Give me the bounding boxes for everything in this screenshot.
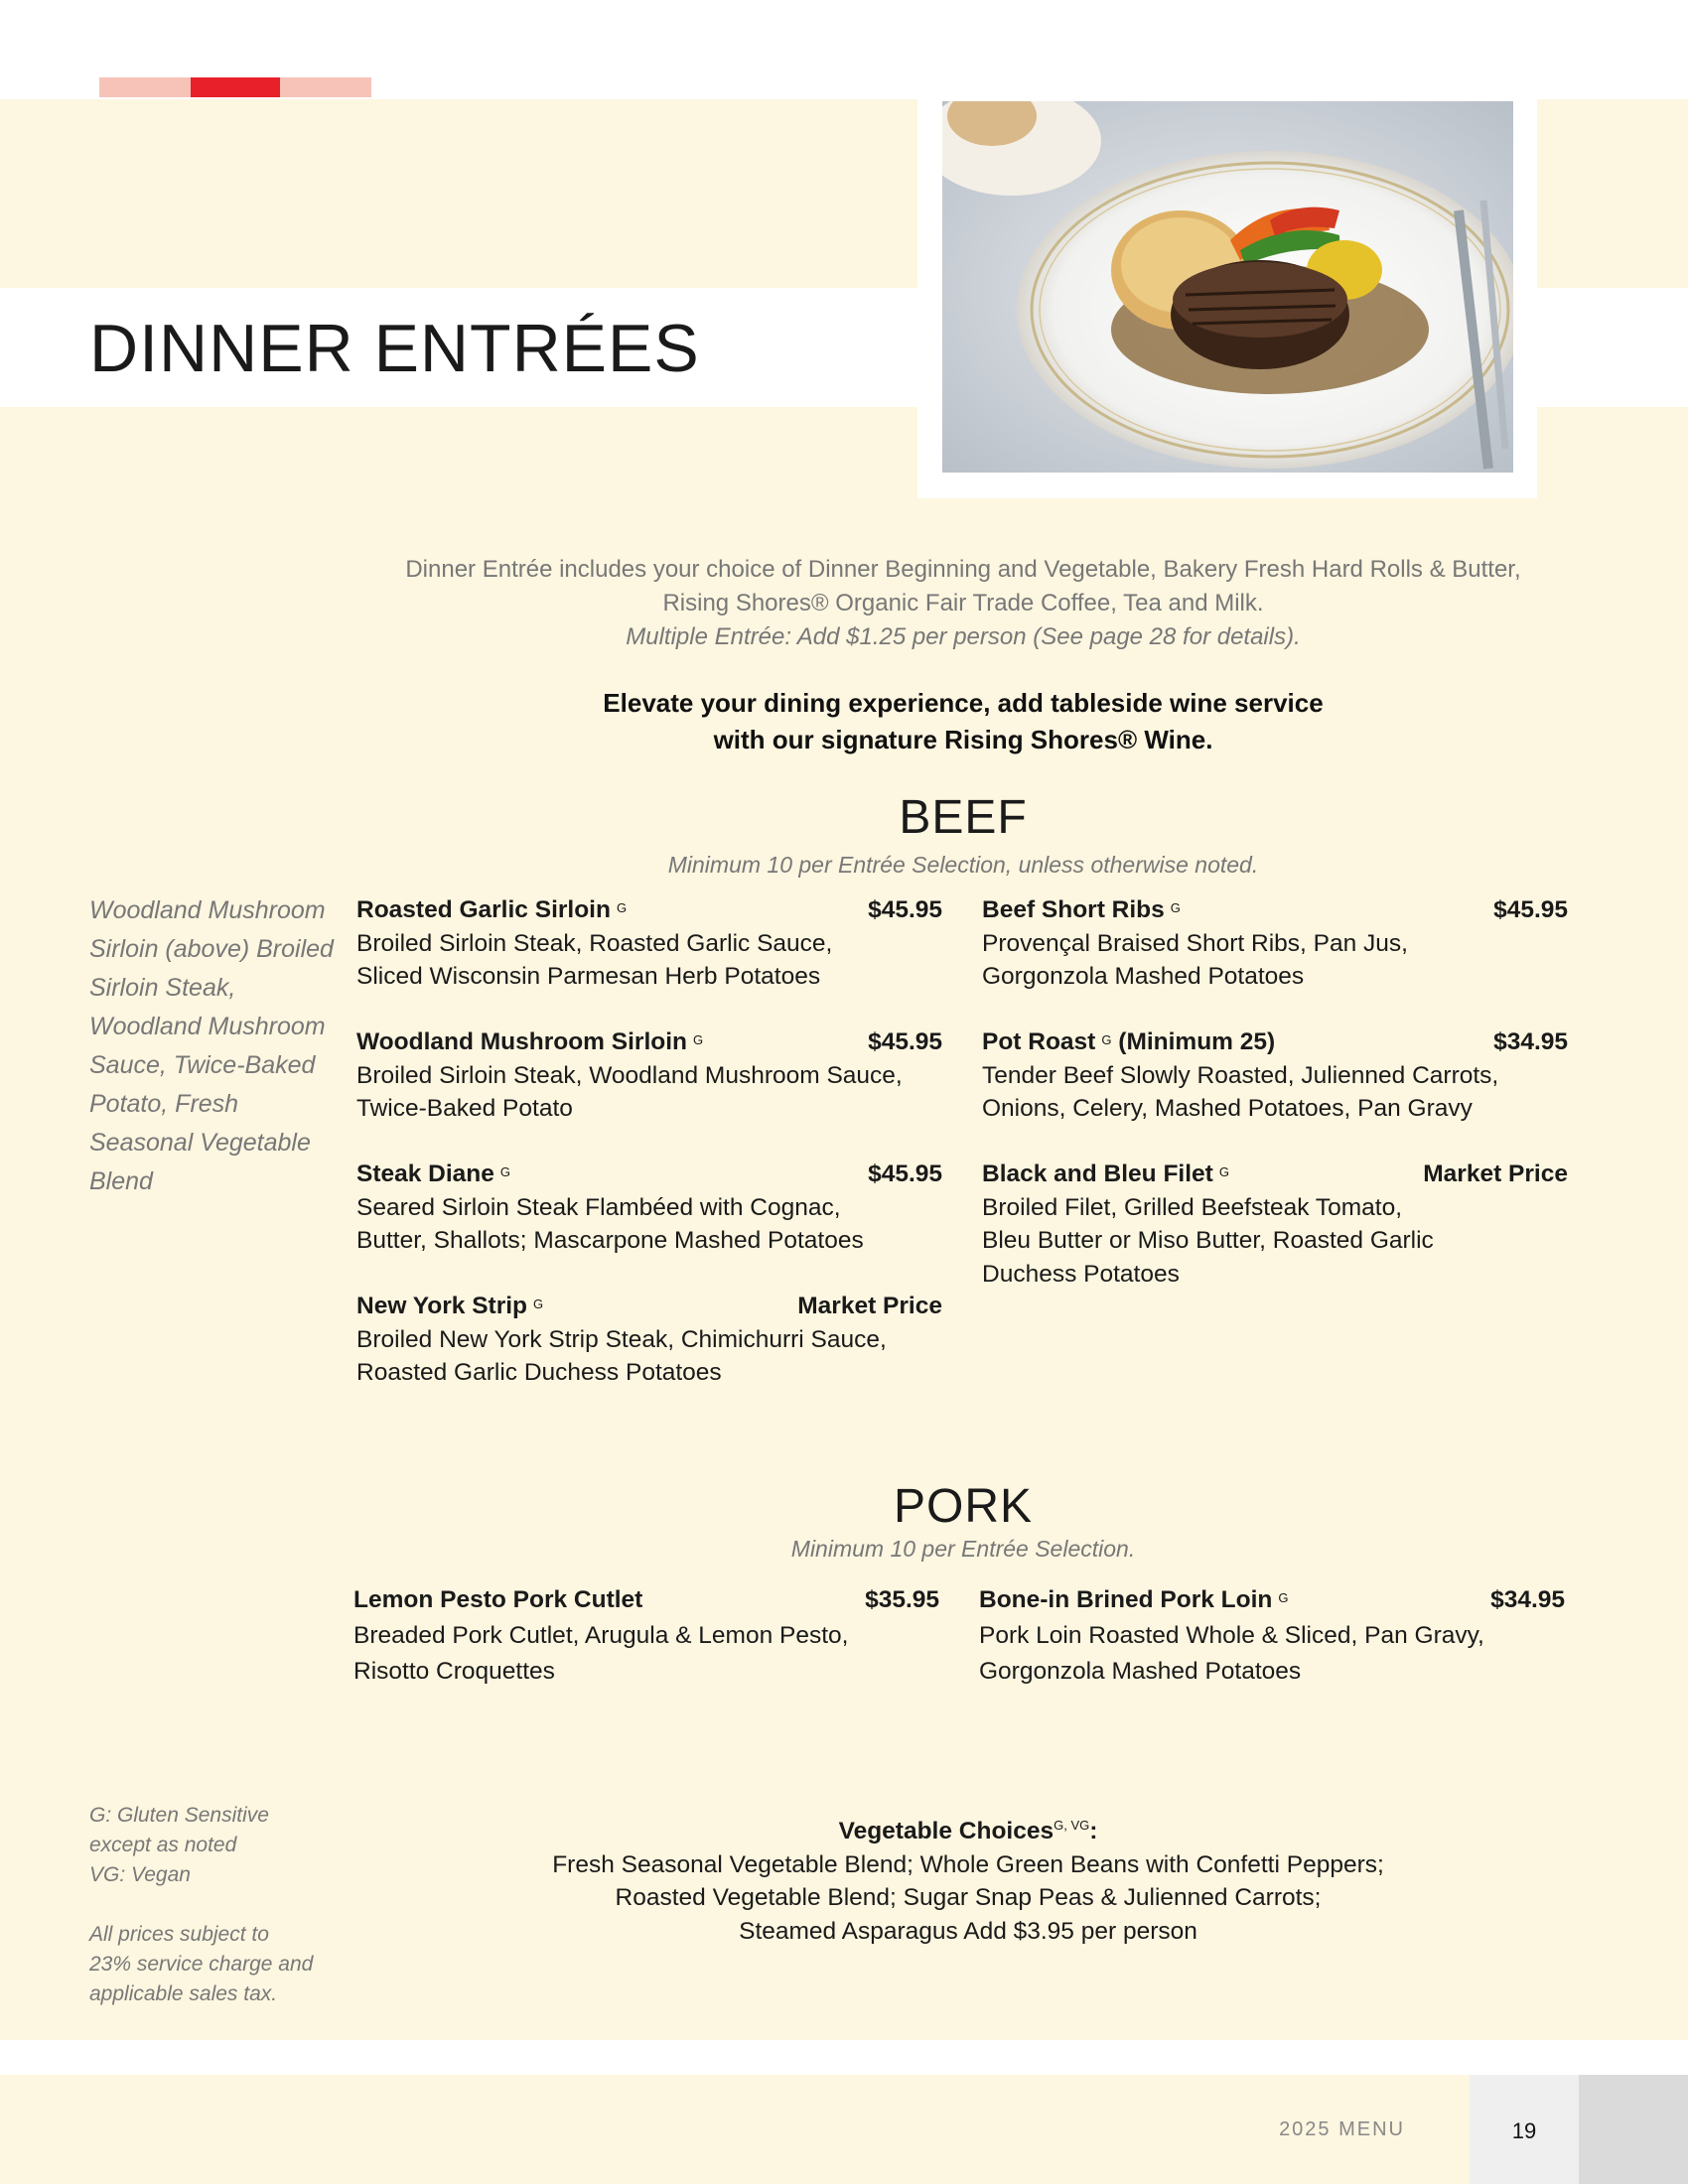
vegetable-tags: G, VG (1054, 1818, 1090, 1833)
pricing-note-line-1: All prices subject to (89, 1923, 269, 1946)
item-price: $35.95 (865, 1586, 939, 1613)
item-desc-line: Twice-Baked Potato (356, 1095, 573, 1122)
item-price: $45.95 (1493, 896, 1568, 923)
item-tag: G (499, 1164, 511, 1179)
vegetable-line-1: Fresh Seasonal Vegetable Blend; Whole Green Beans with Confetti Peppers; (552, 1850, 1384, 1878)
item-desc-line: Butter, Shallots; Mascarpone Mashed Potatoes (356, 1227, 864, 1254)
item-name: New York Strip (356, 1293, 528, 1319)
vegetable-heading: Vegetable Choices (838, 1818, 1055, 1845)
menu-item-steak-diane (356, 1158, 942, 1258)
beef-section-note: Minimum 10 per Entrée Selection, unless otherwise noted. (667, 852, 1259, 878)
page-corner-box (1579, 2075, 1688, 2184)
item-tag: G (1218, 1164, 1229, 1179)
vegetable-line-2: Roasted Vegetable Blend; Sugar Snap Peas & Julienned Carrots; (615, 1884, 1322, 1912)
intro-text (357, 553, 1569, 654)
item-price: $34.95 (1490, 1586, 1565, 1613)
page-number: 19 (1511, 2118, 1537, 2143)
menu-item-pot-roast (982, 1025, 1568, 1126)
menu-item-lemon-pesto-pork-cutlet (353, 1582, 939, 1690)
item-price: $34.95 (1493, 1028, 1568, 1055)
item-tag: G (1101, 1032, 1112, 1047)
intro-line-1: Dinner Entrée includes your choice of Dinner Beginning and Vegetable, Bakery Fresh Hard Rolls & Butter, (405, 556, 1521, 583)
item-name: Bone-in Brined Pork Loin (979, 1586, 1273, 1613)
accent-bar-middle (191, 77, 280, 97)
wine-promo (357, 685, 1569, 758)
vegetable-colon: : (1089, 1818, 1098, 1845)
pricing-note (89, 1920, 367, 2009)
menu-item-roasted-garlic-sirloin (356, 893, 942, 994)
item-name: Pot Roast (982, 1028, 1096, 1055)
item-name: Woodland Mushroom Sirloin (356, 1028, 687, 1055)
menu-item-new-york-strip (356, 1290, 942, 1390)
item-price: $45.95 (868, 896, 942, 923)
item-price: Market Price (797, 1293, 942, 1319)
intro-multiple-entree: Multiple Entrée: Add $1.25 per person (See page 28 for details). (626, 623, 1301, 650)
item-tag: G (693, 1032, 704, 1047)
item-desc-line: Risotto Croquettes (353, 1658, 555, 1685)
menu-item-bone-in-brined-pork-loin (979, 1582, 1565, 1690)
intro-line-2: Rising Shores® Organic Fair Trade Coffee, Tea and Milk. (662, 590, 1264, 616)
item-price: $45.95 (868, 1028, 942, 1055)
page-title: DINNER ENTRÉES (89, 311, 700, 386)
legend-gluten: G: Gluten Sensitive (89, 1804, 269, 1827)
vegetable-choices (496, 1809, 1440, 1948)
item-desc-line: Gorgonzola Mashed Potatoes (979, 1658, 1302, 1685)
accent-bar-left (99, 77, 191, 97)
legend-gluten-note: except as noted (89, 1834, 237, 1856)
item-desc-line: Broiled New York Strip Steak, Chimichurri Sauce, (356, 1325, 887, 1353)
pork-section-title: PORK (893, 1480, 1034, 1533)
pricing-note-line-3: applicable sales tax. (89, 1982, 278, 2005)
item-desc-line: Gorgonzola Mashed Potatoes (982, 963, 1305, 990)
item-name: Roasted Garlic Sirloin (356, 896, 611, 923)
dietary-legend (89, 1801, 367, 1890)
item-desc-line: Provençal Braised Short Ribs, Pan Jus, (982, 929, 1408, 957)
pricing-note-line-2: 23% service charge and (89, 1953, 314, 1976)
photo-caption: Woodland Mushroom Sirloin (above) Broiled Sirloin Steak, Woodland Mushroom Sauce, Twice-Baked Potato, Fresh Seasonal Vegetable Blend (89, 896, 334, 1195)
item-desc-line: Pork Loin Roasted Whole & Sliced, Pan Gravy, (979, 1622, 1484, 1649)
item-desc-line: Sliced Wisconsin Parmesan Herb Potatoes (356, 963, 821, 990)
item-name-suffix: (Minimum 25) (1118, 1028, 1276, 1055)
pork-section-note: Minimum 10 per Entrée Selection. (790, 1536, 1136, 1562)
item-desc-line: Bleu Butter or Miso Butter, Roasted Garlic (982, 1227, 1434, 1254)
item-desc-line: Roasted Garlic Duchess Potatoes (356, 1359, 722, 1386)
wine-promo-line-1: Elevate your dining experience, add tableside wine service (603, 688, 1324, 718)
item-price: Market Price (1423, 1160, 1568, 1187)
item-name: Lemon Pesto Pork Cutlet (353, 1586, 643, 1613)
item-price: $45.95 (868, 1160, 942, 1187)
menu-item-black-and-bleu-filet (982, 1158, 1568, 1291)
accent-bar-right (280, 77, 371, 97)
steak-dinner-plate-photo (942, 101, 1513, 473)
item-tag: G (1170, 900, 1181, 915)
footer-cream-band (0, 2075, 1688, 2184)
item-desc-line: Broiled Sirloin Steak, Roasted Garlic Sauce, (356, 929, 833, 957)
item-name: Black and Bleu Filet (982, 1160, 1213, 1187)
menu-item-beef-short-ribs (982, 893, 1568, 994)
item-desc-line: Onions, Celery, Mashed Potatoes, Pan Gravy (982, 1095, 1473, 1122)
item-desc-line: Breaded Pork Cutlet, Arugula & Lemon Pesto, (353, 1622, 849, 1649)
item-tag: G (533, 1297, 544, 1311)
wine-promo-line-2: with our signature Rising Shores® Wine. (713, 725, 1213, 754)
footer-menu-label: 2025 MENU (1279, 2118, 1405, 2140)
item-name: Steak Diane (356, 1160, 494, 1187)
item-name: Beef Short Ribs (982, 896, 1165, 923)
menu-item-woodland-mushroom-sirloin (356, 1025, 942, 1126)
item-desc-line: Duchess Potatoes (982, 1260, 1180, 1288)
item-tag: G (616, 900, 628, 915)
item-desc-line: Tender Beef Slowly Roasted, Julienned Carrots, (982, 1061, 1499, 1089)
item-desc-line: Broiled Filet, Grilled Beefsteak Tomato, (982, 1193, 1403, 1221)
item-desc-line: Seared Sirloin Steak Flambéed with Cognac, (356, 1193, 841, 1221)
item-desc-line: Broiled Sirloin Steak, Woodland Mushroom Sauce, (356, 1061, 903, 1089)
vegetable-line-3: Steamed Asparagus Add $3.95 per person (739, 1917, 1197, 1945)
legend-vegan: VG: Vegan (89, 1863, 191, 1886)
beef-section-title: BEEF (899, 791, 1028, 844)
item-tag: G (1278, 1590, 1289, 1605)
